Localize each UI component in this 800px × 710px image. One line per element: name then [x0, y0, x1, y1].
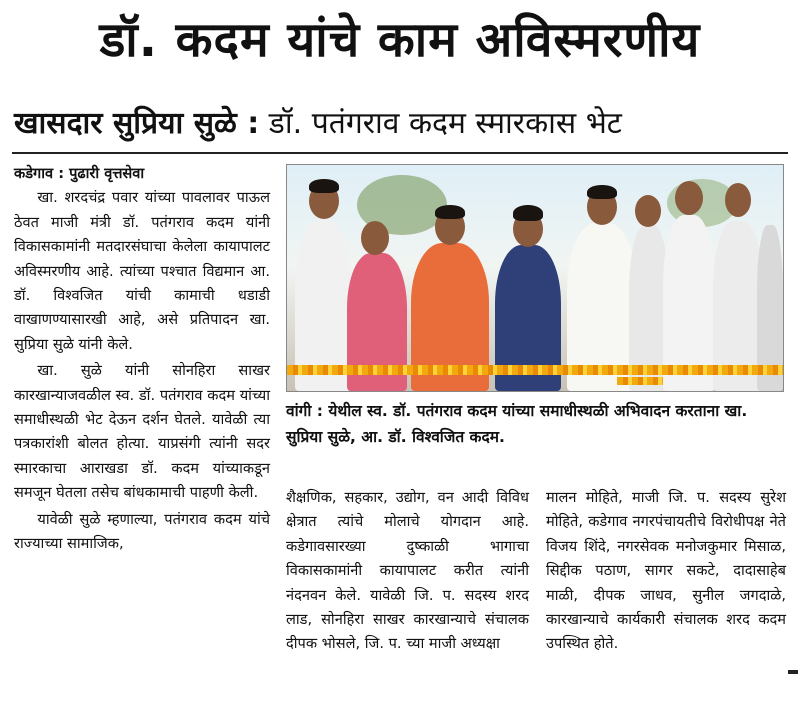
paragraph: यावेळी सुळे म्हणाल्या, पतंगराव कदम यांचे राज्याच्या सामाजिक, [14, 510, 270, 553]
photo-caption [286, 398, 786, 450]
caption-place: वांगी : [286, 402, 323, 420]
subheadline [14, 102, 790, 146]
paragraph: मालन मोहिते, माजी जि. प. सदस्य सुरेश मोहिते, कडेगाव नगरपंचायतीचे विरोधीपक्ष नेते विजय शिंदे, नगरसेवक मनोजकुमार मिसाळ, सिद्दीक पठाण, सागर सकटे, दादासाहेब माळी, दीपक जाधव, सुनील जगदाळे, कारखान्याचे कार्यकारी संचालक शरद कदम उपस्थित होते. [546, 489, 786, 653]
subheadline-rest: डॉ. पतंगराव कदम स्मारकास भेट [259, 106, 622, 141]
article-column-3 [546, 486, 786, 659]
caption-text: येथील स्व. डॉ. पतंगराव कदम यांच्या समाधीस्थळी अभिवादन करताना खा. सुप्रिया सुळे, आ. डॉ. विश्वजित कदम. [286, 402, 748, 446]
article-column-2 [286, 486, 529, 659]
paragraph: खा. शरदचंद्र पवार यांच्या पावलावर पाऊल ठेवत माजी मंत्री डॉ. पतंगराव कदम यांनी विकासकामांनी मतदारसंघाचा केलेला कायापालट अविस्मरणीय आहे. त्यांच्या पश्चात विद्यमान आ. डॉ. विश्वजित यांची कामाची धडाडी वाखाणण्यासारखी आहे, असे प्रतिपादन खा. सुप्रिया सुळे यांनी केले. [14, 189, 270, 353]
headline: डॉ. कदम यांचे काम अविस्मरणीय [99, 12, 701, 68]
column-end-marker [788, 670, 798, 674]
paragraph: शैक्षणिक, सहकार, उद्योग, वन आदी विविध क्षेत्रात त्यांचे मोलाचे योगदान आहे. कडेगावसारख्या दुष्काळी भागाचा विकासकामांनी कायापालट करीत त्यांनी नंदनवन केले. यावेळी जि. प. सदस्य शरद लाड, सोनहिरा साखर कारखान्याचे संचालक दीपक भोसले, जि. प. च्या माजी अध्यक्षा [286, 489, 529, 653]
header-rule [12, 152, 788, 154]
subheadline-lead: खासदार सुप्रिया सुळे : [14, 106, 260, 141]
dateline: कडेगाव : पुढारी वृत्तसेवा [14, 165, 145, 182]
paragraph: खा. सुळे यांनी सोनहिरा साखर कारखान्याजवळील स्व. डॉ. पतंगराव कदम यांच्या समाधीस्थळी भेट देऊन दर्शन घेतले. यावेळी त्या पत्रकारांशी बोलत होत्या. याप्रसंगी त्यांनी सदर स्मारकाचा आराखडा डॉ. कदम यांच्याकडून समजून घेतला तसेच बांधकामाची पाहणी केली. [14, 362, 270, 502]
news-photo [286, 164, 784, 392]
article-column-1 [14, 162, 270, 559]
